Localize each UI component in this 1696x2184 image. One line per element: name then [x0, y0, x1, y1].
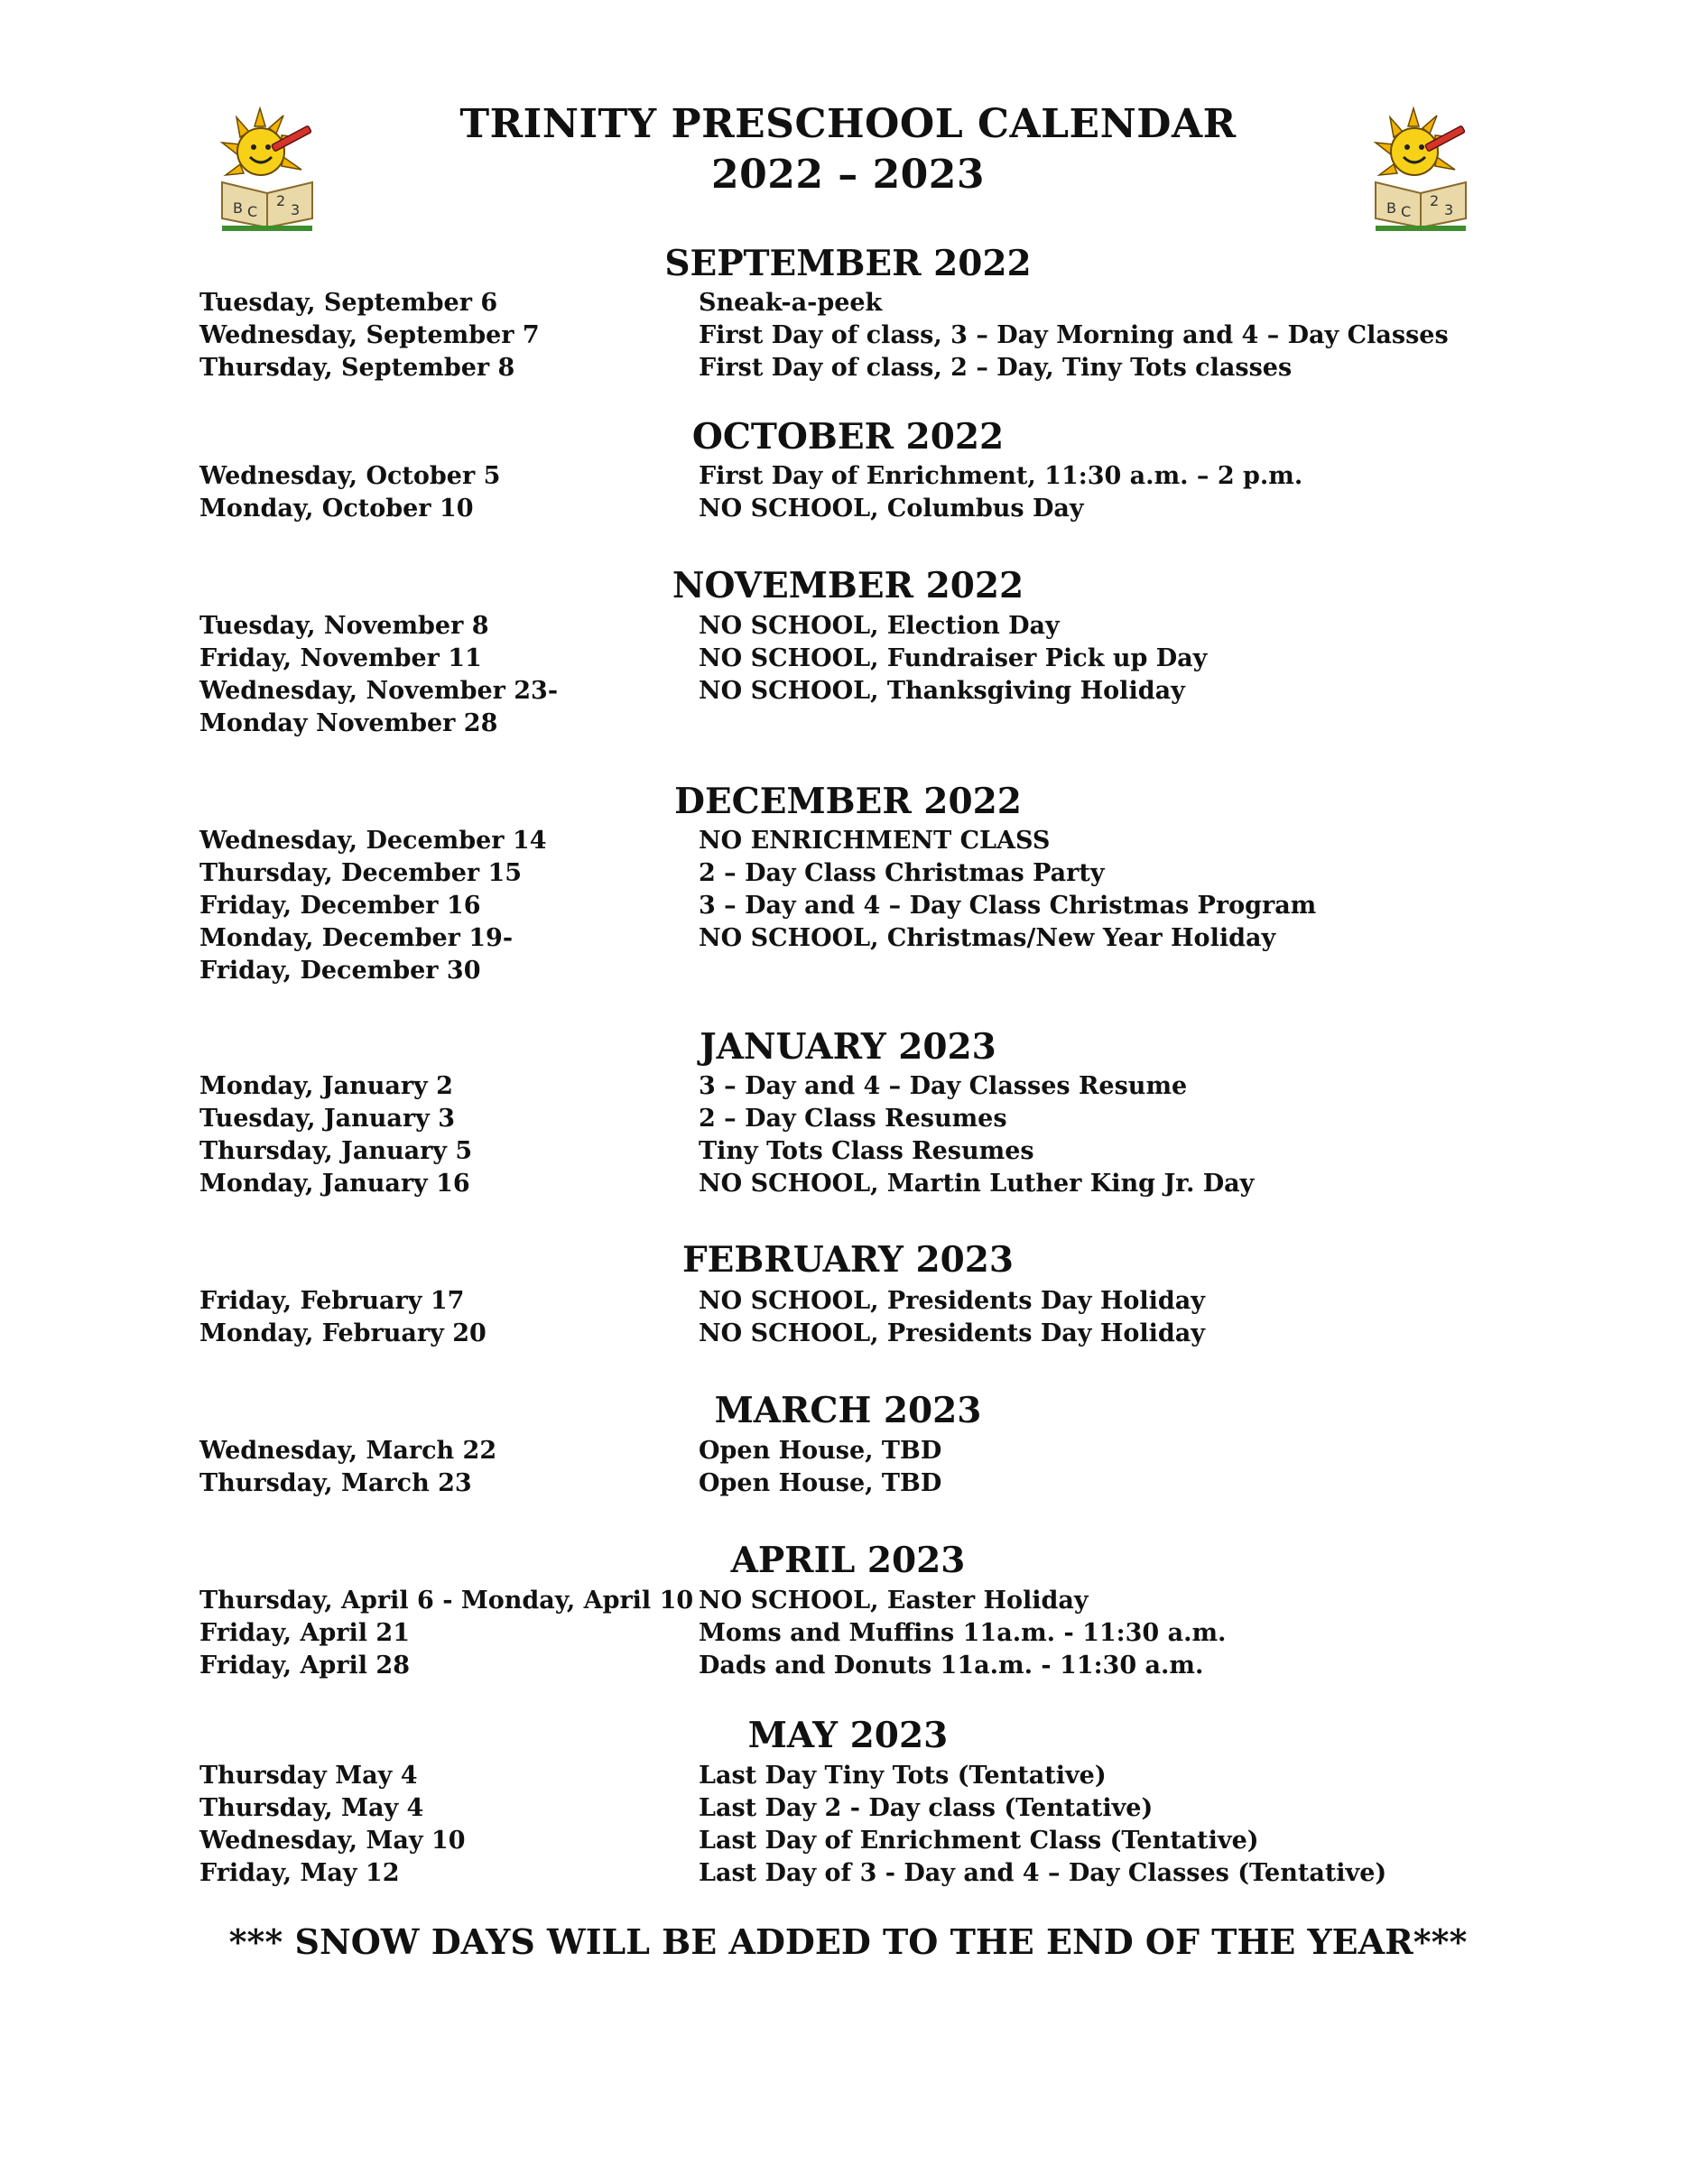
event-row — [199, 1792, 1508, 1825]
event-row — [199, 1857, 1508, 1890]
event-date: Wednesday, November 23- — [199, 677, 559, 705]
event-date: Wednesday, October 5 — [199, 462, 501, 490]
svg-text:3: 3 — [291, 201, 301, 218]
event-desc: NO SCHOOL, Columbus Day — [699, 495, 1084, 523]
event-row — [199, 1135, 1508, 1168]
event-desc: Last Day of 3 - Day and 4 – Day Classes (Tentative) — [699, 1859, 1387, 1887]
event-date: Monday November 28 — [199, 709, 498, 737]
event-date: Friday, December 16 — [199, 892, 481, 920]
event-row — [199, 825, 1508, 857]
event-desc: NO SCHOOL, Easter Holiday — [699, 1587, 1089, 1615]
event-row — [199, 610, 1508, 643]
event-date: Friday, February 17 — [199, 1287, 465, 1315]
event-date: Tuesday, January 3 — [199, 1105, 456, 1133]
event-date: Friday, December 30 — [199, 957, 481, 985]
event-date: Thursday, September 8 — [199, 354, 515, 382]
event-date: Wednesday, May 10 — [199, 1827, 466, 1855]
event-date: Thursday, May 4 — [199, 1794, 424, 1822]
event-desc: NO SCHOOL, Christmas/New Year Holiday — [699, 924, 1276, 952]
month-heading-april: APRIL 2023 — [730, 1540, 966, 1581]
event-row — [199, 1825, 1508, 1857]
event-desc: 3 – Day and 4 – Day Classes Resume — [699, 1072, 1188, 1100]
event-desc: NO SCHOOL, Election Day — [699, 612, 1060, 640]
event-row — [199, 922, 1508, 955]
event-desc: 3 – Day and 4 – Day Class Christmas Program — [699, 892, 1317, 920]
event-desc: First Day of class, 2 – Day, Tiny Tots classes — [699, 354, 1293, 382]
event-row — [199, 1103, 1508, 1135]
event-desc: 2 – Day Class Resumes — [699, 1105, 1007, 1133]
event-desc: Moms and Muffins 11a.m. - 11:30 a.m. — [699, 1619, 1227, 1647]
event-desc: NO SCHOOL, Presidents Day Holiday — [699, 1287, 1205, 1315]
event-row — [199, 955, 1508, 987]
school-year: 2022 – 2023 — [710, 152, 986, 198]
event-date: Monday, January 2 — [199, 1072, 453, 1100]
event-date: Tuesday, November 8 — [199, 612, 489, 640]
event-date: Thursday, December 15 — [199, 859, 523, 887]
event-row — [199, 1467, 1508, 1500]
event-row — [199, 890, 1508, 922]
event-row — [199, 1435, 1508, 1467]
event-row — [199, 352, 1508, 384]
event-row — [199, 643, 1508, 675]
event-desc: First Day of Enrichment, 11:30 a.m. – 2 p.m. — [699, 462, 1303, 490]
event-desc: NO SCHOOL, Martin Luther King Jr. Day — [699, 1170, 1255, 1198]
event-row — [199, 493, 1508, 525]
event-row — [199, 1285, 1508, 1318]
event-row — [199, 1760, 1508, 1792]
event-date: Wednesday, March 22 — [199, 1437, 497, 1465]
event-desc: Tiny Tots Class Resumes — [699, 1137, 1034, 1165]
event-date: Friday, November 11 — [199, 644, 482, 672]
event-row — [199, 287, 1508, 319]
month-heading-march: MARCH 2023 — [714, 1390, 982, 1431]
event-date: Thursday, January 5 — [199, 1137, 473, 1165]
event-desc: NO SCHOOL, Thanksgiving Holiday — [699, 677, 1185, 705]
event-desc: NO SCHOOL, Fundraiser Pick up Day — [699, 644, 1208, 672]
event-desc: 2 – Day Class Christmas Party — [699, 859, 1105, 887]
event-desc: Last Day of Enrichment Class (Tentative) — [699, 1827, 1259, 1855]
svg-text:B: B — [1386, 199, 1396, 217]
month-heading-may: MAY 2023 — [747, 1715, 949, 1756]
svg-text:C: C — [1401, 203, 1412, 220]
event-row — [199, 1070, 1508, 1103]
event-desc: Open House, TBD — [699, 1437, 942, 1465]
event-desc: Open House, TBD — [699, 1469, 942, 1497]
month-heading-november: NOVEMBER 2022 — [672, 565, 1024, 606]
event-date: Monday, October 10 — [199, 495, 474, 523]
event-row — [199, 857, 1508, 890]
event-date: Wednesday, September 7 — [199, 321, 540, 349]
event-date: Friday, April 21 — [199, 1619, 410, 1647]
month-heading-september: SEPTEMBER 2022 — [664, 243, 1032, 284]
month-heading-october: OCTOBER 2022 — [691, 416, 1005, 458]
event-row — [199, 1168, 1508, 1200]
event-date: Tuesday, September 6 — [199, 289, 498, 317]
snow-days-note: *** SNOW DAYS WILL BE ADDED TO THE END OF THE YEAR*** — [228, 1921, 1468, 1962]
event-date: Thursday, April 6 - Monday, April 10 — [199, 1587, 694, 1615]
svg-text:3: 3 — [1444, 201, 1454, 218]
event-row — [199, 1318, 1508, 1350]
month-heading-january: JANUARY 2023 — [700, 1026, 996, 1068]
event-desc: First Day of class, 3 – Day Morning and 4 – Day Classes — [699, 321, 1449, 349]
event-date: Thursday, March 23 — [199, 1469, 472, 1497]
event-row — [199, 1650, 1508, 1682]
page-title: TRINITY PRESCHOOL CALENDAR — [459, 101, 1237, 147]
event-date: Friday, April 28 — [199, 1652, 410, 1680]
event-date: Friday, May 12 — [199, 1859, 400, 1887]
event-date: Monday, February 20 — [199, 1319, 487, 1347]
event-date: Monday, December 19- — [199, 924, 514, 952]
event-date: Monday, January 16 — [199, 1170, 470, 1198]
event-row — [199, 460, 1508, 493]
event-desc: Last Day Tiny Tots (Tentative) — [699, 1762, 1107, 1790]
svg-text:2: 2 — [276, 192, 286, 209]
event-desc: Dads and Donuts 11a.m. - 11:30 a.m. — [699, 1652, 1204, 1680]
event-row — [199, 1617, 1508, 1650]
event-desc: Last Day 2 - Day class (Tentative) — [699, 1794, 1154, 1822]
event-desc: NO SCHOOL, Presidents Day Holiday — [699, 1319, 1205, 1347]
month-heading-december: DECEMBER 2022 — [674, 781, 1022, 822]
event-date: Thursday May 4 — [199, 1762, 418, 1790]
svg-text:B: B — [233, 199, 243, 217]
svg-text:C: C — [247, 203, 258, 220]
event-desc: Sneak-a-peek — [699, 289, 883, 317]
event-desc: NO ENRICHMENT CLASS — [699, 827, 1051, 855]
month-heading-february: FEBRUARY 2023 — [681, 1239, 1015, 1281]
event-row — [199, 319, 1508, 352]
event-row — [199, 708, 1508, 740]
event-row — [199, 675, 1508, 708]
svg-text:2: 2 — [1430, 192, 1440, 209]
event-date: Wednesday, December 14 — [199, 827, 547, 855]
event-row — [199, 1585, 1508, 1617]
